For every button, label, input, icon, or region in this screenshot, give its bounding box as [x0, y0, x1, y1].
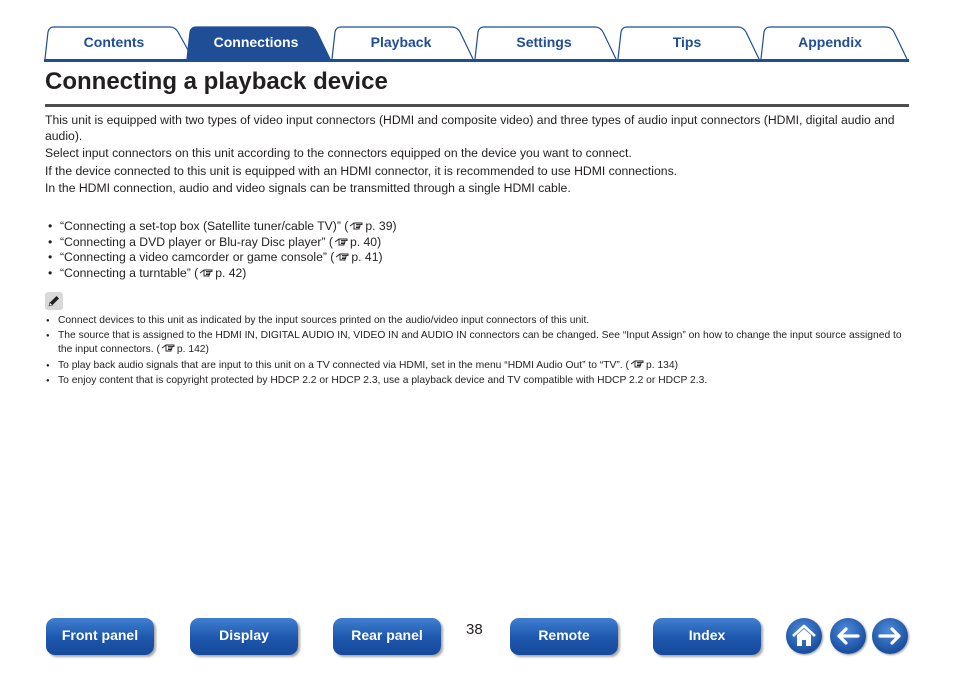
tab-settings[interactable] [474, 26, 617, 60]
button-label: Index [688, 627, 726, 643]
page-reference[interactable]: p. 134) [646, 359, 679, 371]
tab-tips[interactable] [617, 26, 760, 60]
forward-button[interactable] [872, 618, 908, 654]
list-item[interactable] [45, 219, 397, 235]
home-button[interactable] [786, 618, 822, 654]
tab-appendix[interactable] [760, 26, 908, 60]
page-reference[interactable]: p. 41) [351, 250, 383, 265]
page-number: 38 [466, 621, 483, 638]
tab-contents[interactable] [44, 26, 194, 60]
arrow-right-icon [872, 618, 908, 654]
page-title: Connecting a playback device [45, 68, 388, 95]
tab-label: Settings [516, 34, 572, 50]
page-reference[interactable]: p. 142) [176, 344, 209, 356]
intro-paragraph: This unit is equipped with two types of video input connectors (HDMI and composite video) and three types of audio input connectors (HDMI, digital audio and audio). [45, 113, 895, 143]
intro-paragraph: In the HDMI connection, audio and video signals can be transmitted through a single HDMI cable. [45, 181, 571, 195]
pencil-icon [45, 292, 63, 310]
tab-label: Playback [370, 34, 432, 50]
note-text: To play back audio signals that are input to this unit on a TV connected via HDMI, set in the menu “HDMI Audio Out” to “TV”. ( [58, 359, 629, 371]
tab-playback[interactable] [331, 26, 474, 60]
pointing-hand-icon [335, 252, 350, 262]
front-panel-button[interactable] [46, 618, 154, 655]
note-text: The source that is assigned to the HDMI IN, DIGITAL AUDIO IN, VIDEO IN and AUDIO IN connectors can be changed. See “Input Assign” on how to change the input source assigned to the input connectors. ( [58, 330, 902, 356]
remote-button[interactable] [510, 618, 618, 655]
intro-paragraph: Select input connectors on this unit according to the connectors equipped on the device you want to connect. [45, 146, 632, 160]
title-divider [45, 104, 909, 107]
pointing-hand-icon [630, 359, 645, 369]
button-label: Front panel [61, 627, 139, 643]
tab-baseline [44, 59, 909, 62]
intro-paragraph: If the device connected to this unit is equipped with an HDMI connector, it is recommended to use HDMI connections. [45, 164, 678, 178]
home-icon [786, 618, 822, 654]
page-reference[interactable]: p. 40) [349, 234, 382, 249]
display-button[interactable] [190, 618, 298, 655]
link-text[interactable]: “Connecting a set-top box (Satellite tuner/cable TV)” ( [60, 219, 349, 233]
tab-label: Connections [213, 34, 299, 50]
page-reference[interactable]: p. 39) [365, 219, 397, 233]
page-reference[interactable]: p. 42) [215, 265, 247, 280]
pointing-hand-icon [334, 237, 349, 247]
rear-panel-button[interactable] [333, 618, 441, 655]
link-text[interactable]: “Connecting a video camcorder or game console” ( [60, 250, 335, 265]
index-button[interactable] [653, 618, 761, 655]
note-item [45, 374, 911, 388]
link-text[interactable]: “Connecting a DVD player or Blu-ray Disc player” ( [60, 234, 333, 249]
note-text: Connect devices to this unit as indicated by the input sources printed on the audio/video input connectors of this unit. [58, 315, 590, 326]
button-label: Rear panel [351, 627, 423, 643]
notes-list [45, 314, 911, 389]
pointing-hand-icon [199, 268, 214, 278]
note-item [45, 314, 911, 328]
related-links-list [45, 219, 397, 281]
note-text: To enjoy content that is copyright protected by HDCP 2.2 or HDCP 2.3, use a playback device and TV compatible with HDCP 2.2 or HDCP 2.3. [58, 374, 708, 386]
top-tab-bar [44, 26, 909, 62]
button-label: Remote [538, 627, 590, 643]
note-item [45, 359, 911, 373]
pointing-hand-icon [161, 343, 176, 353]
tab-label: Contents [83, 34, 145, 50]
button-label: Display [219, 627, 269, 643]
arrow-left-icon [830, 618, 866, 654]
tab-label: Appendix [798, 34, 862, 50]
list-item[interactable] [45, 235, 397, 251]
pointing-hand-icon [349, 221, 364, 231]
list-item[interactable] [45, 250, 397, 266]
list-item[interactable] [45, 266, 397, 282]
tab-label: Tips [672, 34, 702, 50]
back-button[interactable] [830, 618, 866, 654]
tab-connections[interactable] [186, 26, 331, 60]
note-item [45, 329, 911, 357]
link-text[interactable]: “Connecting a turntable” ( [60, 265, 199, 280]
